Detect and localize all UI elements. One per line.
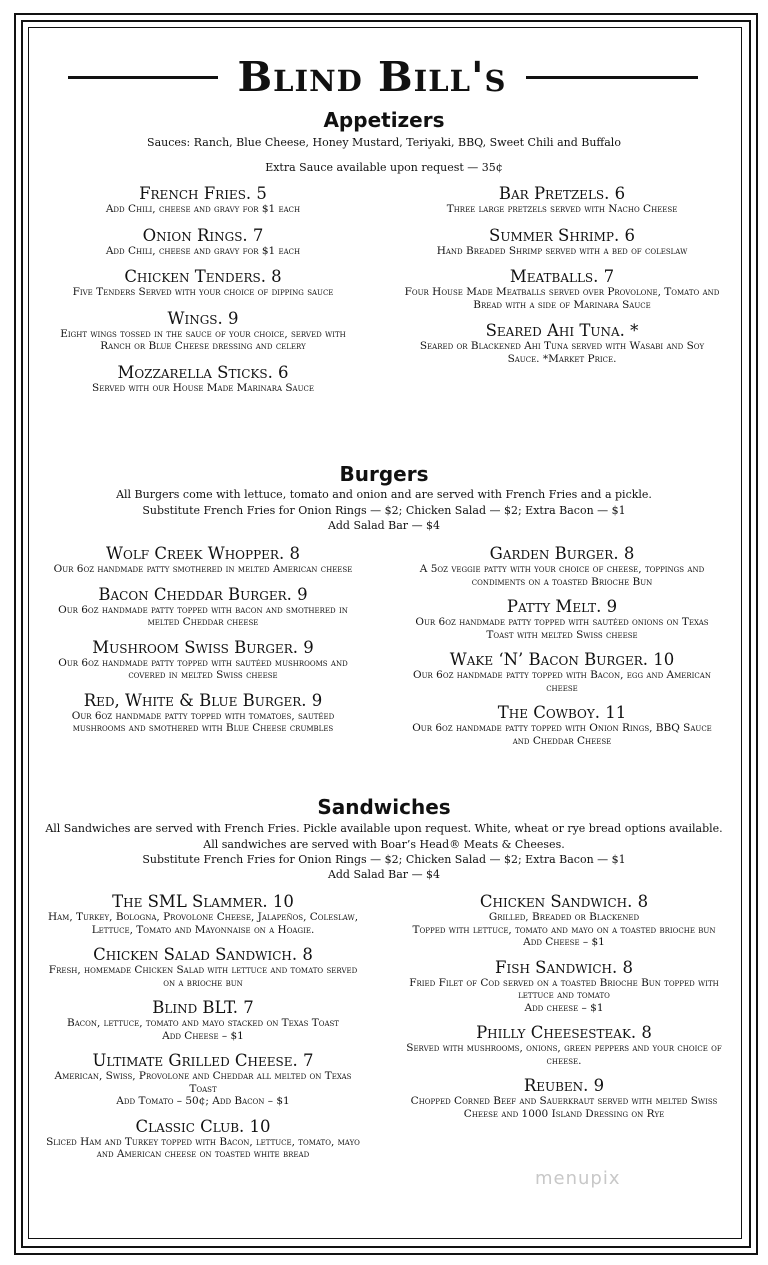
menu-item (404, 1076, 724, 1120)
item-description: Ham, Turkey, Bologna, Provolone Cheese, Jalapeños, Coleslaw, Lettuce, Tomato and Mayonnaise on a Hoagie. (47, 911, 359, 936)
item-name: The Cowboy. 11 (497, 703, 627, 722)
menu-item (404, 650, 720, 694)
menu-item (48, 544, 358, 576)
item-name: Bar Pretzels. 6 (498, 184, 626, 203)
item-description: Our 6oz handmade patty topped with Onion Rings, BBQ Sauce and Cheddar Cheese (412, 722, 712, 747)
item-add-on: Add Cheese – $1 (162, 1029, 244, 1042)
menu-item (44, 1117, 362, 1161)
item-description: Our 6oz handmade patty topped with tomatoes, sautéed mushrooms and smothered with Blue Cheese crumbles (71, 709, 335, 734)
item-description: Served with mushrooms, onions, green peppers and your choice of cheese. (406, 1042, 722, 1067)
sandwiches-note: Substitute French Fries for Onion Rings — $2; Chicken Salad — $2; Extra Bacon — $1 (142, 853, 626, 866)
sandwiches-right-column (404, 892, 724, 1120)
title-rule-left (68, 76, 218, 79)
menu-item (48, 309, 358, 353)
item-name: Reuben. 9 (523, 1076, 605, 1095)
item-name: Philly Cheesesteak. 8 (476, 1023, 652, 1042)
item-description: Our 6oz handmade patty topped with sautéed onions on Texas Toast with melted Swiss cheese (415, 616, 709, 641)
item-description: Add Chili, cheese and gravy for $1 each (105, 244, 301, 257)
title-rule-right (526, 76, 698, 79)
item-name: Chicken Salad Sandwich. 8 (93, 945, 313, 964)
item-description: Hand Breaded Shrimp served with a bed of coleslaw (436, 244, 688, 257)
item-name: Seared Ahi Tuna. * (485, 321, 639, 340)
watermark: menupix (535, 1168, 621, 1189)
menu-item (48, 226, 358, 258)
burgers-note: All Burgers come with lettuce, tomato and onion and are served with French Fries and a pickle. (116, 488, 652, 501)
item-description: Seared or Blackened Ahi Tuna served with Wasabi and Soy Sauce. *Market Price. (419, 340, 705, 365)
item-name: Wings. 9 (167, 308, 239, 328)
item-name: Red, White & Blue Burger. 9 (83, 690, 323, 710)
menu-item (48, 267, 358, 299)
item-name: Blind BLT. 7 (152, 998, 254, 1017)
item-description: Our 6oz handmade patty smothered in melted American cheese (53, 563, 353, 575)
menu-item (404, 184, 720, 216)
menu-item (44, 945, 362, 989)
menu-item (48, 363, 358, 395)
burgers-note: Substitute French Fries for Onion Rings — $2; Chicken Salad — $2; Extra Bacon — $1 (142, 504, 626, 517)
item-name: Summer Shrimp. 6 (489, 225, 635, 245)
appetizers-heading: Appetizers (323, 108, 445, 132)
burgers-note: Add Salad Bar — $4 (327, 519, 441, 532)
item-name: Bacon Cheddar Burger. 9 (98, 584, 308, 604)
appetizers-note: Extra Sauce available upon request — 35¢ (265, 161, 503, 174)
sandwiches-heading: Sandwiches (317, 795, 451, 819)
menu-item (48, 184, 358, 216)
item-description: Our 6oz handmade patty topped with sautéed mushrooms and covered in melted Swiss cheese (58, 656, 348, 681)
item-name: Chicken Tenders. 8 (124, 267, 282, 286)
sandwiches-left-column (44, 892, 362, 1161)
item-add-on: Add Tomato – 50¢; Add Bacon – $1 (116, 1095, 290, 1107)
item-name: Garden Burger. 8 (489, 544, 635, 563)
menu-item (404, 226, 720, 258)
item-description: Bacon, lettuce, tomato and mayo stacked on Texas Toast (67, 1017, 339, 1029)
appetizers-note: Sauces: Ranch, Blue Cheese, Honey Mustard, Teriyaki, BBQ, Sweet Chili and Buffalo (147, 136, 621, 149)
menu-item (48, 638, 358, 682)
menu-item (404, 267, 720, 311)
item-name: Wolf Creek Whopper. 8 (106, 544, 300, 563)
sandwiches-note: All Sandwiches are served with French Fries. Pickle available upon request. White, wheat or rye bread options available. (45, 822, 723, 835)
item-name: Meatballs. 7 (509, 267, 615, 286)
item-description: Grilled, Breaded or Blackened (488, 911, 640, 923)
item-description: Four House Made Meatballs served over Provolone, Tomato and Bread with a side of Marinara Sauce (404, 286, 720, 311)
item-name: Classic Club. 10 (135, 1116, 271, 1136)
item-name: Mozzarella Sticks. 6 (117, 362, 289, 382)
item-name: Wake ‘N’ Bacon Burger. 10 (449, 650, 675, 669)
item-name: The SML Slammer. 10 (112, 892, 294, 911)
item-name: French Fries. 5 (139, 184, 267, 203)
menu-item (44, 892, 362, 936)
menu-item (404, 892, 724, 949)
menu-item (404, 703, 720, 747)
item-description: Sliced Ham and Turkey topped with Bacon, lettuce, tomato, mayo and American cheese on toasted white bread (46, 1135, 360, 1160)
menu-item (44, 1051, 362, 1108)
menu-item (404, 958, 724, 1015)
item-description: Eight wings tossed in the sauce of your choice, served with Ranch or Blue Cheese dressing and celery (60, 327, 346, 352)
item-description: Our 6oz handmade patty topped with bacon and smothered in melted Cheddar cheese (58, 603, 348, 628)
menu-item (404, 597, 720, 641)
burgers-right-column (404, 544, 720, 747)
item-description: Topped with lettuce, tomato and mayo on a toasted brioche bun (412, 923, 716, 936)
item-add-on: Add Cheese – $1 (523, 936, 605, 948)
item-name: Patty Melt. 9 (506, 597, 618, 616)
item-description: Fried Filet of Cod served on a toasted Brioche Bun topped with lettuce and tomato (409, 976, 719, 1001)
item-description: Fresh, homemade Chicken Salad with lettuce and tomato served on a brioche bun (48, 964, 358, 989)
item-name: Mushroom Swiss Burger. 9 (92, 637, 314, 657)
burgers-heading: Burgers (339, 462, 429, 486)
title-row (0, 52, 768, 102)
menu-item (48, 585, 358, 629)
item-description: A 5oz veggie patty with your choice of cheese, toppings and condiments on a toasted Brioche Bun (419, 563, 705, 588)
menu-item (404, 321, 720, 365)
item-description: American, Swiss, Provolone and Cheddar all melted on Texas Toast (54, 1070, 352, 1095)
item-name: Ultimate Grilled Cheese. 7 (92, 1051, 314, 1070)
burgers-left-column (48, 544, 358, 735)
item-name: Onion Rings. 7 (142, 225, 264, 245)
item-description: Three large pretzels served with Nacho Cheese (446, 203, 678, 215)
item-description: Our 6oz handmade patty topped with Bacon, egg and American cheese (413, 669, 711, 694)
item-name: Fish Sandwich. 8 (495, 957, 633, 977)
restaurant-title: Blind Bill's (237, 53, 507, 101)
appetizers-left-column (48, 184, 358, 394)
appetizers-right-column (404, 184, 720, 365)
item-description: Add Chili, cheese and gravy for $1 each (105, 203, 301, 215)
menu-item (48, 691, 358, 735)
item-name: Chicken Sandwich. 8 (479, 892, 649, 911)
item-description: Served with our House Made Marinara Sauce (92, 381, 314, 394)
item-description: Five Tenders Served with your choice of dipping sauce (72, 286, 334, 298)
sandwiches-note: Add Salad Bar — $4 (327, 868, 441, 881)
item-description: Chopped Corned Beef and Sauerkraut served with melted Swiss Cheese and 1000 Island Dressing on Rye (410, 1095, 718, 1120)
item-add-on: Add cheese – $1 (524, 1001, 604, 1014)
menu-item (44, 998, 362, 1042)
menu-item (404, 1023, 724, 1067)
sandwiches-note: All sandwiches are served with Boar’s Head® Meats & Cheeses. (203, 838, 565, 851)
menu-item (404, 544, 720, 588)
